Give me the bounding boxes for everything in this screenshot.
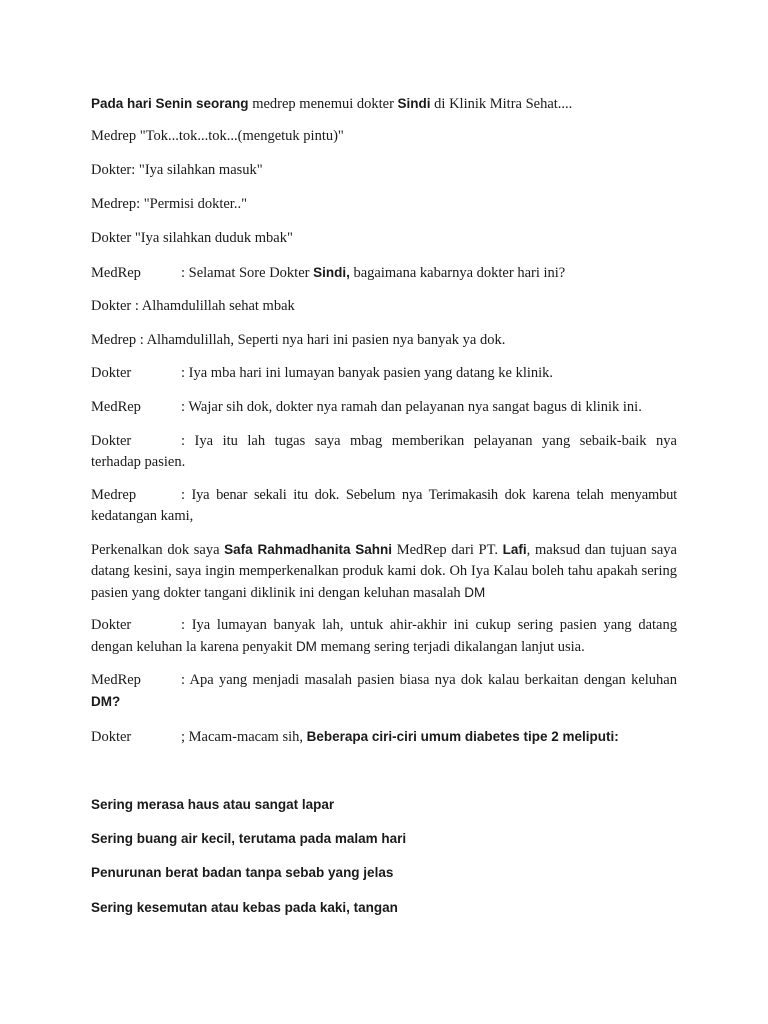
speaker-label: Dokter [91,433,132,449]
symptom-item: Sering kesemutan atau kebas pada kaki, tangan [91,900,398,915]
dialog-line: MedRep : Apa yang menjadi masalah pasien biasa nya dok kalau berkaitan dengan keluhan DM? [91,672,677,709]
dialog-line: Medrep: "Permisi dokter.." [91,196,248,212]
dialog-line: Medrep "Tok...tok...tok...(mengetuk pintu)" [91,128,344,144]
dialog-line: Dokter: "Iya silahkan masuk" [91,162,263,178]
speaker-label: Medrep [91,487,137,503]
introduction-paragraph: Perkenalkan dok saya Safa Rahmadhanita Sahni MedRep dari PT. Lafi, maksud dan tujuan saya datang kesini, saya ingin memperkenalkan produk kami dok. Oh Iya Kalau boleh tahu apakah sering pasien yang dokter tangani diklinik ini dengan keluhan masalah DM [91,542,677,601]
speaker-label: Dokter [91,617,132,633]
dialog-line: Dokter "Iya silahkan duduk mbak" [91,230,293,246]
intro-paragraph: Pada hari Senin seorang medrep menemui dokter Sindi di Klinik Mitra Sehat.... [91,96,573,112]
dialog-line: Dokter : Iya itu lah tugas saya mbag memberikan pelayanan yang sebaik-baik nya terhadap pasien. [91,433,677,470]
speaker-label: Dokter [91,365,132,381]
speaker-label: MedRep [91,265,141,281]
dialog-line: Medrep : Alhamdulillah, Seperti nya hari ini pasien nya banyak ya dok. [91,332,506,348]
dialog-line: Dokter : Alhamdulillah sehat mbak [91,298,295,314]
dialog-line: MedRep : Wajar sih dok, dokter nya ramah dan pelayanan nya sangat bagus di klinik ini. [91,397,677,418]
dialog-line: Dokter ; Macam-macam sih, Beberapa ciri-ciri umum diabetes tipe 2 meliputi: [91,726,677,748]
speaker-label: Dokter [91,729,132,745]
dialog-line: MedRep : Selamat Sore Dokter Sindi, bagaimana kabarnya dokter hari ini? [91,262,677,284]
symptom-item: Penurunan berat badan tanpa sebab yang jelas [91,865,394,880]
symptom-item: Sering merasa haus atau sangat lapar [91,797,335,812]
dialog-line: Dokter : Iya lumayan banyak lah, untuk ahir-akhir ini cukup sering pasien yang datang dengan keluhan la karena penyakit DM memang sering terjadi dikalangan lanjut usia. [91,617,677,655]
dialog-line: Medrep : Iya benar sekali itu dok. Sebelum nya Terimakasih dok karena telah menyambut kedatangan kami, [91,487,677,524]
speaker-label: MedRep [91,672,141,688]
speaker-label: MedRep [91,399,141,415]
symptom-item: Sering buang air kecil, terutama pada malam hari [91,831,407,846]
dialog-line: Dokter : Iya mba hari ini lumayan banyak pasien yang datang ke klinik. [91,363,677,384]
